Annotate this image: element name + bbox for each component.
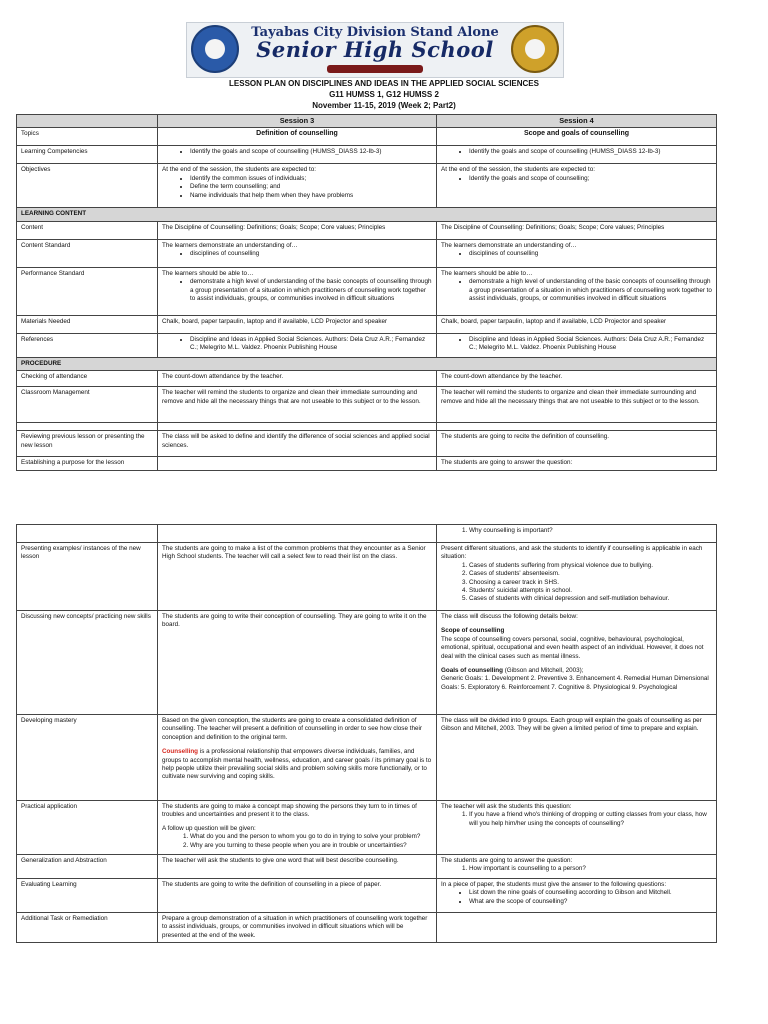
table-row bbox=[17, 457, 717, 470]
standard-session-4 bbox=[437, 239, 717, 267]
session-4-header: Session 4 bbox=[437, 115, 717, 128]
competency-session-4 bbox=[437, 146, 717, 164]
list-item: • Define the term counselling; and bbox=[190, 183, 432, 191]
review-session-4: The students are going to recite the definition of counselling. bbox=[437, 431, 717, 457]
banner-tagline-graphic bbox=[327, 65, 423, 73]
row-label: Generalization and Abstraction bbox=[17, 855, 158, 879]
purpose-question-session-4 bbox=[437, 525, 717, 543]
materials-session-3: Chalk, board, paper tarpaulin, laptop and if available, LCD Projector and speaker bbox=[158, 315, 437, 333]
row-label: Topics bbox=[17, 128, 158, 146]
table-row bbox=[17, 913, 717, 943]
list-item: • Discipline and Ideas in Applied Social Sciences. Authors: Dela Cruz A.R.; Fernandez C.; Melegrito M.L. Valdez. Phoenix Publishing House bbox=[469, 336, 712, 353]
row-label: Learning Competencies bbox=[17, 146, 158, 164]
highlighted-term: Counselling bbox=[162, 748, 199, 756]
table-row bbox=[17, 423, 717, 431]
table-row bbox=[17, 611, 717, 715]
performance-session-4 bbox=[437, 267, 717, 315]
table-row bbox=[17, 715, 717, 801]
table-row bbox=[17, 357, 717, 370]
list-item: • Identify the goals and scope of counselling; bbox=[469, 175, 712, 183]
purpose-session-4: The students are going to answer the question: bbox=[437, 457, 717, 470]
performance-session-3 bbox=[158, 267, 437, 315]
additional-session-3: Prepare a group demonstration of a situation in which practitioners of counselling work together to assist individuals, groups, or communities involved in difficult situations which will be presented at the end of the week. bbox=[158, 913, 437, 943]
row-label: Additional Task or Remediation bbox=[17, 913, 158, 943]
empty-cell bbox=[158, 525, 437, 543]
list-item: • demonstrate a high level of understanding of the basic concepts of counselling through a group presentation of a situation in which practitioners of counselling work together to assist individuals, groups, or communities involved in difficult situations bbox=[469, 278, 712, 303]
session-3-header: Session 3 bbox=[158, 115, 437, 128]
row-label: Evaluating Learning bbox=[17, 879, 158, 913]
heading-line-3: November 11-15, 2019 (Week 2; Part2) bbox=[312, 101, 456, 110]
list-item: 1. How important is counselling to a person? bbox=[469, 865, 712, 873]
list-item: 2. Cases of students' absenteeism. bbox=[469, 570, 712, 578]
table-row bbox=[17, 221, 717, 239]
school-banner bbox=[186, 22, 564, 78]
table-row bbox=[17, 164, 717, 208]
objectives-session-4 bbox=[437, 164, 717, 208]
list-item: • List down the nine goals of counselling according to Gibson and Mitchell. bbox=[469, 889, 712, 897]
row-label: Discussing new concepts/ practicing new skills bbox=[17, 611, 158, 715]
section-learning-content: LEARNING CONTENT bbox=[17, 208, 717, 221]
table-row bbox=[17, 371, 717, 387]
list-item: 1. If you have a friend who's thinking of dropping or cutting classes from your class, how will you help him/her using the concepts of counselling? bbox=[469, 811, 712, 828]
table-row bbox=[17, 431, 717, 457]
banner-division: Tayabas City Division Stand Alone bbox=[251, 25, 499, 40]
banner-school-name: Senior High School bbox=[256, 37, 494, 62]
list-item: 3. Choosing a career track in SHS. bbox=[469, 579, 712, 587]
intro-text: Present different situations, and ask the students to identify if counselling is applicable in each situation: bbox=[441, 545, 703, 561]
generalization-session-4 bbox=[437, 855, 717, 879]
empty-cell bbox=[17, 525, 158, 543]
list-item: • disciplines of counselling bbox=[190, 250, 432, 258]
table-row bbox=[17, 855, 717, 879]
document-heading bbox=[0, 78, 768, 111]
topic-session-3: Definition of counselling bbox=[158, 128, 437, 146]
definition-text: is a professional relationship that empowers diverse individuals, families, and groups to accomplish mental health, wellness, education, and career goals / its primary goal is to help people utilize their prevailing social skills and problem solving skills more functionally, or to cultivate new surviving and coping skills. bbox=[162, 748, 432, 781]
empty-cell bbox=[437, 423, 717, 431]
list-item: • disciplines of counselling bbox=[469, 250, 712, 258]
intro-text: The learners should be able to… bbox=[162, 269, 254, 277]
list-item: 1. What do you and the person to whom you go to do in trying to solve your problem? bbox=[190, 833, 432, 841]
intro-text: In a piece of paper, the students must give the answer to the following questions: bbox=[441, 881, 667, 888]
content-session-4: The Discipline of Counselling: Definitions; Goals; Scope; Core values; Principles bbox=[437, 221, 717, 239]
table-row bbox=[17, 239, 717, 267]
mastery-session-3 bbox=[158, 715, 437, 801]
list-item: • Identify the goals and scope of counselling (HUMSS_DIASS 12-Ib-3) bbox=[469, 148, 712, 156]
table-row bbox=[17, 801, 717, 855]
counselling-definition bbox=[162, 748, 432, 782]
materials-session-4: Chalk, board, paper tarpaulin, laptop and if available, LCD Projector and speaker bbox=[437, 315, 717, 333]
mastery-text: Based on the given conception, the students are going to create a consolidated definition of counselling. The teacher will present a definition of counselling in order to see how close their conception and definition to the original term. bbox=[162, 717, 422, 741]
intro-text: At the end of the session, the students are expected to: bbox=[162, 166, 317, 174]
evaluation-session-4 bbox=[437, 879, 717, 913]
competency-session-3 bbox=[158, 146, 437, 164]
list-item: • Name individuals that help them when they have problems bbox=[190, 192, 432, 200]
attendance-session-3: The count-down attendance by the teacher. bbox=[158, 371, 437, 387]
scope-text: The scope of counselling covers personal, social, cognitive, behavioural, psychological, emotional, spiritual, occupational and even health aspect of an individual. However, it does not deal with the clinical cases such as mental illness. bbox=[441, 635, 704, 660]
division-seal-logo bbox=[511, 25, 559, 73]
row-label: Establishing a purpose for the lesson bbox=[17, 457, 158, 470]
goals-source: (Gibson and Mitchell, 2003); bbox=[504, 667, 584, 675]
review-session-3: The class will be asked to define and identify the difference of social sciences and applied social sciences. bbox=[158, 431, 437, 457]
purpose-session-3 bbox=[158, 457, 437, 470]
row-label: Classroom Management bbox=[17, 387, 158, 423]
intro-text: The learners should be able to… bbox=[441, 269, 533, 277]
intro-text: The students are going to answer the question: bbox=[441, 857, 573, 864]
examples-session-3: The students are going to make a list of the common problems that they encounter as a Senior High School students. The teacher will call a select few to read their list on the class. bbox=[158, 543, 437, 611]
additional-session-4 bbox=[437, 913, 717, 943]
classroom-session-3: The teacher will remind the students to organize and clean their immediate surrounding and remove and hide all the necessary things that are not useable to this subject or to the lesson. bbox=[158, 387, 437, 423]
scope-title: Scope of counselling bbox=[441, 627, 505, 635]
generalization-session-3: The teacher will ask the students to give one word that will best describe counselling. bbox=[158, 855, 437, 879]
intro-text: At the end of the session, the students are expected to: bbox=[441, 166, 596, 174]
table-row bbox=[17, 208, 717, 221]
classroom-session-4: The teacher will remind the students to organize and clean their immediate surrounding and remove and hide all the necessary things that are not useable to this subject or to the lesson. bbox=[437, 387, 717, 423]
topic-session-4: Scope and goals of counselling bbox=[437, 128, 717, 146]
table-row bbox=[17, 267, 717, 315]
list-item: • Discipline and Ideas in Applied Social Sciences. Authors: Dela Cruz A.R.; Fernandez C.; Melegrito M.L. Valdez. Phoenix Publishing House bbox=[190, 336, 432, 353]
row-label: References bbox=[17, 333, 158, 357]
references-session-3 bbox=[158, 333, 437, 357]
references-session-4 bbox=[437, 333, 717, 357]
discuss-session-4 bbox=[437, 611, 717, 715]
heading-line-2: G11 HUMSS 1, G12 HUMSS 2 bbox=[329, 90, 439, 99]
list-item: • demonstrate a high level of understanding of the basic concepts of counselling through a group presentation of a situation in which practitioners of counselling work together to assist individuals, groups, or communities involved in difficult situations bbox=[190, 278, 432, 303]
practical-session-4 bbox=[437, 801, 717, 855]
practical-text: The students are going to make a concept map showing the persons they turn to in times of troubles and uncertainties and present it to the class. bbox=[162, 803, 417, 819]
intro-text: The learners demonstrate an understanding of… bbox=[441, 241, 577, 249]
row-label: Developing mastery bbox=[17, 715, 158, 801]
goals-title: Goals of counselling bbox=[441, 667, 503, 675]
table-row bbox=[17, 387, 717, 423]
row-label: Practical application bbox=[17, 801, 158, 855]
header-blank-cell bbox=[17, 115, 158, 128]
intro-text: The teacher will ask the students this question: bbox=[441, 803, 572, 810]
practical-session-3 bbox=[158, 801, 437, 855]
table-row bbox=[17, 115, 717, 128]
goals-text: Generic Goals: 1. Development 2. Preventive 3. Enhancement 4. Remedial Human Dimensional Goals: 5. Exploratory 6. Reinforcement 7. Cognitive 8. Physiological 9. Psychological bbox=[441, 675, 709, 691]
goals-heading bbox=[441, 667, 712, 675]
row-label: Content Standard bbox=[17, 239, 158, 267]
objectives-session-3 bbox=[158, 164, 437, 208]
list-item: 2. Why are you turning to these people when you are in trouble or uncertainties? bbox=[190, 842, 432, 850]
table-row bbox=[17, 315, 717, 333]
list-item: 4. Students' suicidal attempts in school. bbox=[469, 587, 712, 595]
list-item: 1. Why counselling is important? bbox=[469, 527, 712, 535]
table-row bbox=[17, 146, 717, 164]
list-item: • Identify the goals and scope of counselling (HUMSS_DIASS 12-Ib-3) bbox=[190, 148, 432, 156]
row-label: Content bbox=[17, 221, 158, 239]
heading-line-1: LESSON PLAN ON DISCIPLINES AND IDEAS IN THE APPLIED SOCIAL SCIENCES bbox=[229, 79, 539, 88]
lesson-plan-table-2 bbox=[16, 524, 717, 943]
attendance-session-4: The count-down attendance by the teacher. bbox=[437, 371, 717, 387]
row-label: Presenting examples/ instances of the new lesson bbox=[17, 543, 158, 611]
mastery-session-4: The class will be divided into 9 groups. Each group will explain the goals of counselling as per Gibson and Mitchell, 2003. They will be given a limited period of time to prepare and explain. bbox=[437, 715, 717, 801]
discuss-session-3: The students are going to write their conception of counselling. They are going to write it on the board. bbox=[158, 611, 437, 715]
section-procedure: PROCEDURE bbox=[17, 357, 717, 370]
evaluation-session-3: The students are going to write the definition of counselling in a piece of paper. bbox=[158, 879, 437, 913]
list-item: 1. Cases of students suffering from physical violence due to bullying. bbox=[469, 562, 712, 570]
list-item: 5. Cases of students with clinical depression and self-mutilation behaviour. bbox=[469, 595, 712, 603]
examples-session-4 bbox=[437, 543, 717, 611]
empty-cell bbox=[158, 423, 437, 431]
table-row bbox=[17, 879, 717, 913]
intro-text: The class will discuss the following details below: bbox=[441, 613, 578, 620]
row-label: Objectives bbox=[17, 164, 158, 208]
list-item: • Identify the common issues of individuals; bbox=[190, 175, 432, 183]
table-row bbox=[17, 128, 717, 146]
lesson-plan-table-1 bbox=[16, 114, 717, 471]
row-label: Checking of attendance bbox=[17, 371, 158, 387]
row-label: Reviewing previous lesson or presenting the new lesson bbox=[17, 431, 158, 457]
row-label: Materials Needed bbox=[17, 315, 158, 333]
row-label: Performance Standard bbox=[17, 267, 158, 315]
table-row bbox=[17, 333, 717, 357]
table-row bbox=[17, 525, 717, 543]
follow-up-text: A follow up question will be given: bbox=[162, 824, 256, 832]
deped-seal-logo bbox=[191, 25, 239, 73]
intro-text: The learners demonstrate an understanding of… bbox=[162, 241, 298, 249]
table-row bbox=[17, 543, 717, 611]
content-session-3: The Discipline of Counselling: Definitions; Goals; Scope; Core values; Principles bbox=[158, 221, 437, 239]
list-item: • What are the scope of counselling? bbox=[469, 898, 712, 906]
standard-session-3 bbox=[158, 239, 437, 267]
empty-cell bbox=[17, 423, 158, 431]
